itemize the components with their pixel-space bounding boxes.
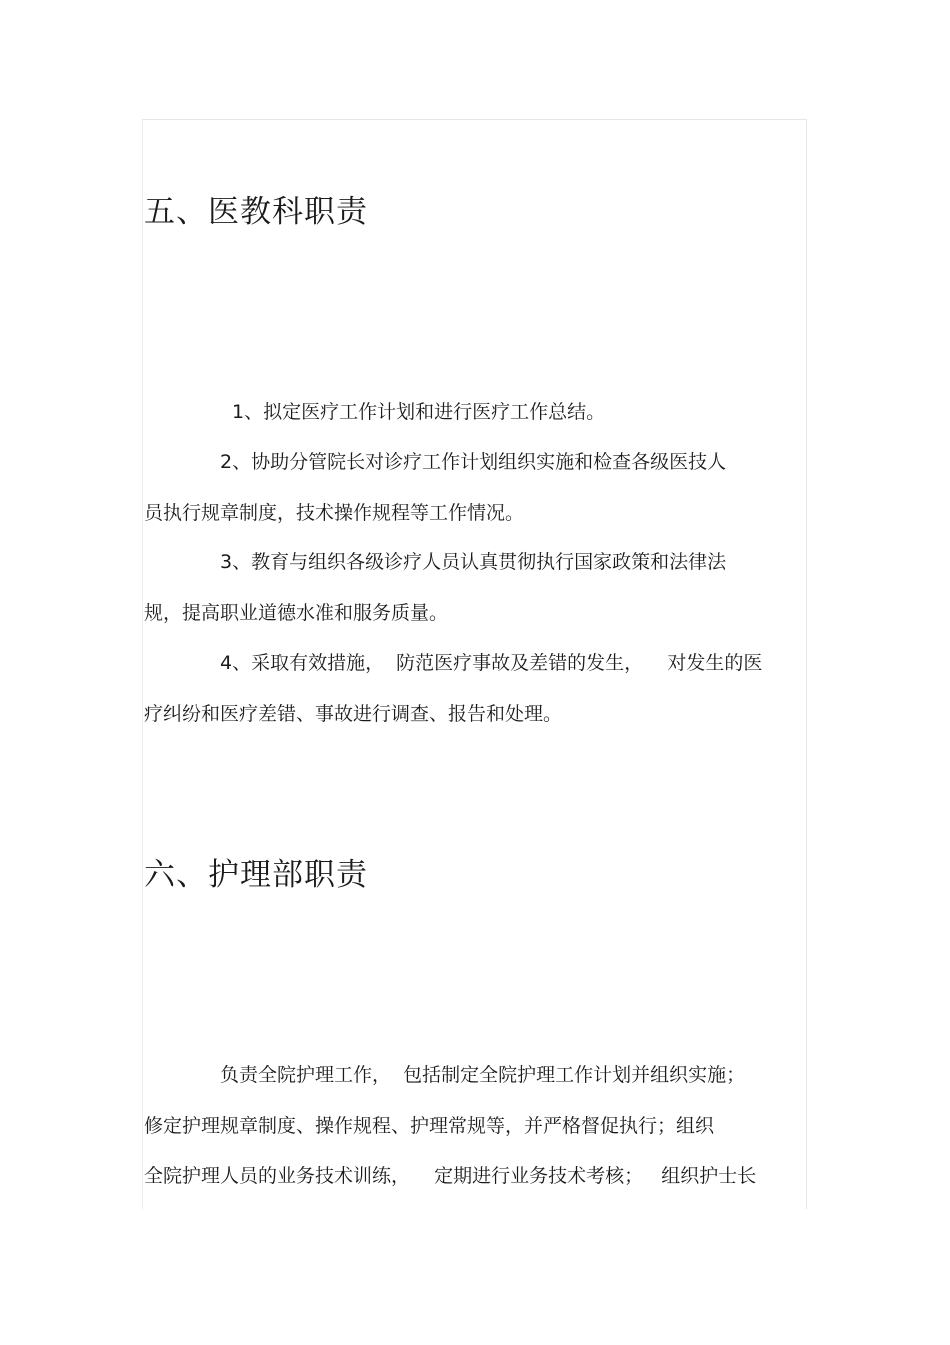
section-6-paragraph-line-1: 负责全院护理工作， 包括制定全院护理工作计划并组织实施； (220, 1064, 746, 1086)
section-5-item-3-line-1: 3、教育与组织各级诊疗人员认真贯彻执行国家政策和法律法 (220, 551, 727, 573)
section-5-item-1: 1、拟定医疗工作计划和进行医疗工作总结。 (232, 401, 606, 423)
section-6-paragraph-line-3: 全院护理人员的业务技术训练， 定期进行业务技术考核； 组织护士长 (144, 1165, 757, 1187)
section-5-item-2-line-2: 员执行规章制度，技术操作规程等工作情况。 (144, 502, 525, 524)
section-5-item-4-line-1: 4、采取有效措施， 防范医疗事故及差错的发生， 对发生的医 (220, 652, 763, 674)
section-5-item-4-line-2: 疗纠纷和医疗差错、事故进行调查、报告和处理。 (144, 703, 563, 725)
section-5-heading: 五、医教科职责 (144, 194, 368, 230)
section-5-item-2-line-1: 2、协助分管院长对诊疗工作计划组织实施和检查各级医技人 (220, 451, 727, 473)
section-6-paragraph-line-2: 修定护理规章制度、操作规程、护理常规等，并严格督促执行；组织 (144, 1115, 715, 1137)
section-5-item-3-line-2: 规，提高职业道德水准和服务质量。 (144, 602, 449, 624)
section-6-heading: 六、护理部职责 (144, 857, 368, 893)
